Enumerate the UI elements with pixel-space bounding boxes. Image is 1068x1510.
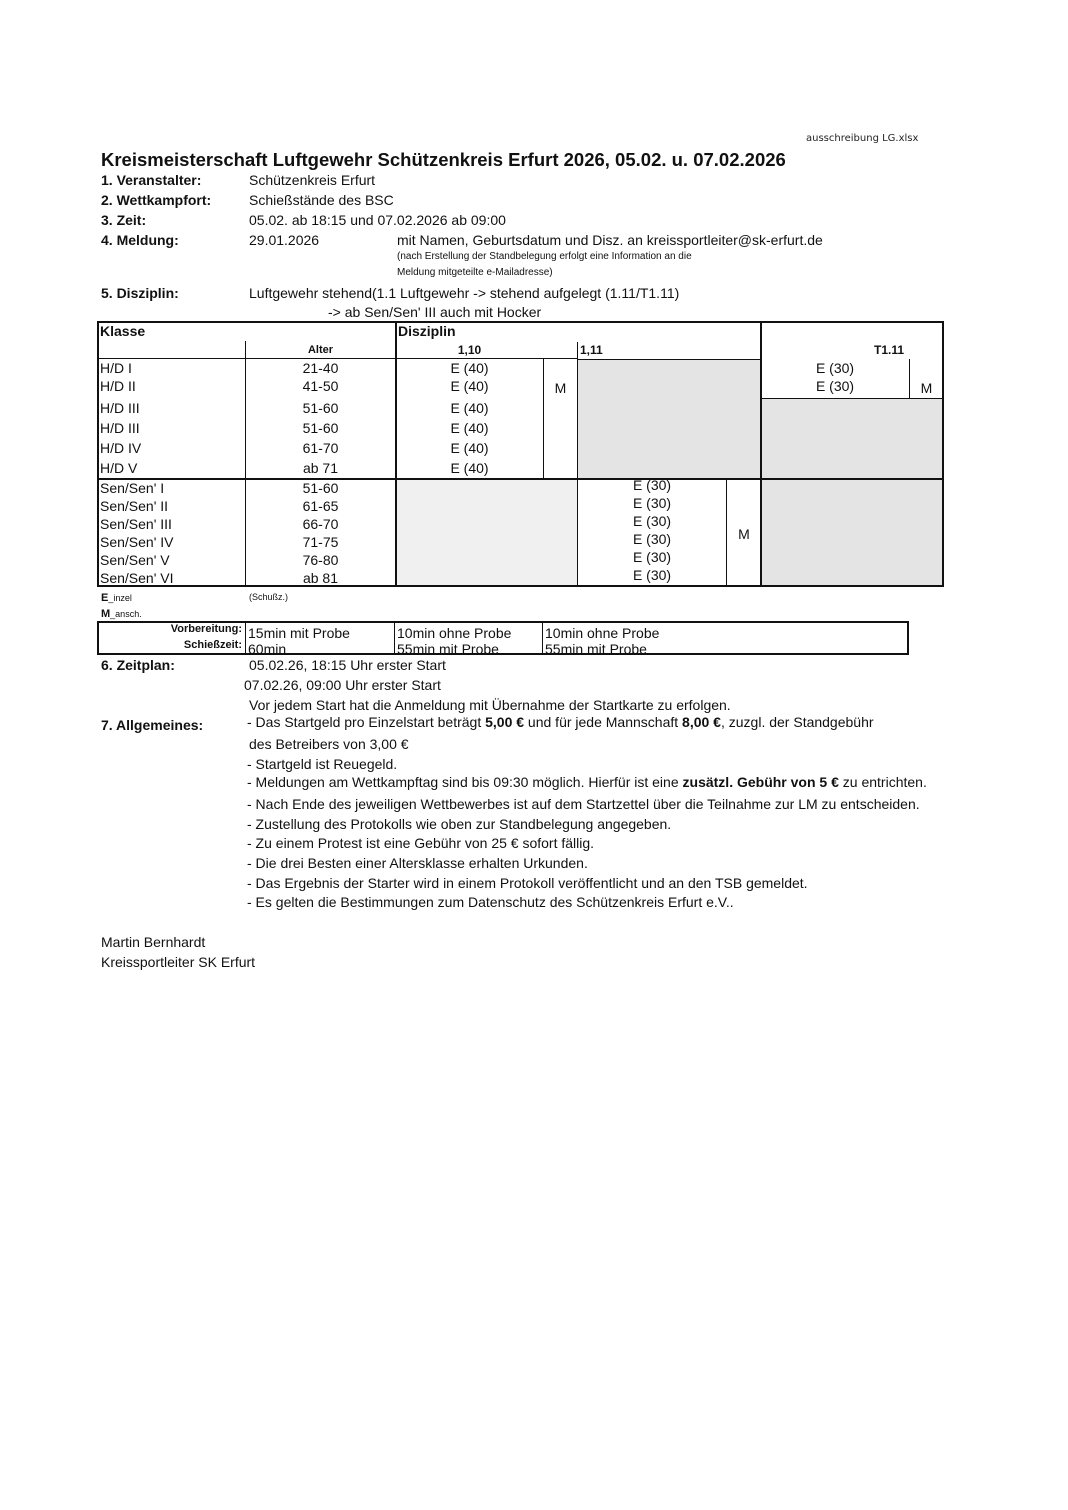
fee-text-3: , zuzgl. der Standgebühr [720,714,874,730]
meldung-note-2: Meldung mitgeteilte e-Mailadresse) [397,267,553,278]
veranstalter-value: Schützenkreis Erfurt [249,172,376,188]
zeit-label: 3. Zeit: [101,212,147,228]
zeitplan-line: 07.02.26, 09:00 Uhr erster Start [244,677,441,693]
sen-klasse: Sen/Sen' I [100,480,165,496]
fee-team: 8,00 € [682,714,721,730]
late-entry-line [247,774,927,790]
sen-klasse: Sen/Sen' VI [100,570,174,586]
sen-alter: 66-70 [302,516,339,532]
allgemeines-item: - Nach Ende des jeweiligen Wettbewerbes ist auf dem Startzettel über die Teilnahme zur LM zu entscheiden. [247,796,920,812]
allgemeines-item: - Zu einem Protest ist eine Gebühr von 25 € sofort fällig. [247,835,595,851]
times-border-right [907,621,909,655]
sen-e111: E (30) [632,477,672,493]
sen-e111: E (30) [632,495,672,511]
zeitplan-label: 6. Zeitplan: [101,657,175,673]
sen-klasse: Sen/Sen' V [100,552,170,568]
fee-line-2: des Betreibers von 3,00 € [249,736,409,752]
hd-e110: E (40) [450,420,489,436]
fee-text-1: - Das Startgeld pro Einzelstart beträgt [247,714,486,730]
vorbereitung-value: 15min mit Probe [248,625,350,641]
fee-text-2: und für jede Mannschaft [524,714,683,730]
times-vline-1 [245,621,246,655]
allgemeines-item: - Zustellung des Protokolls wie oben zur Standbelegung angegeben. [247,816,672,832]
table-border-left [97,321,99,587]
signature-name: Martin Bernhardt [101,934,206,950]
late-text-1: - Meldungen am Wettkampftag sind bis 09:30 möglich. Hierfür ist eine [247,774,683,790]
allgemeines-label: 7. Allgemeines: [101,717,204,733]
hd-klasse: H/D II [100,378,136,394]
sen-e111: E (30) [632,531,672,547]
disziplin-label: 5. Disziplin: [101,285,179,301]
hd-klasse: H/D IV [100,440,142,456]
hd-klasse: H/D III [100,420,140,436]
vorbereitung-value: 10min ohne Probe [397,625,512,641]
mt111-mark: M [920,380,933,396]
sen-klasse: Sen/Sen' II [100,498,169,514]
legend-e-text: _inzel [108,593,132,603]
hd-et111: E (30) [815,378,855,394]
header-111: 1,11 [580,343,603,357]
meldung-label: 4. Meldung: [101,232,179,248]
fee-single: 5,00 € [485,714,525,730]
zeit-value: 05.02. ab 18:15 und 07.02.2026 ab 09:00 [249,212,506,228]
t111-separator [761,398,943,399]
m111-mark: M [738,526,750,542]
header-separator [97,358,577,359]
hd-alter: 61-70 [302,440,339,456]
vorbereitung-value: 10min ohne Probe [545,625,660,641]
vorbereitung-label: Vorbereitung: [170,623,242,635]
table-border-bottom [97,585,944,587]
signature-role: Kreissportleiter SK Erfurt [101,954,256,970]
shade-110-sen [396,479,577,586]
hd-alter: 51-60 [302,400,339,416]
m110-mark: M [554,380,567,396]
header-t111: T1.11 [874,343,905,357]
sen-alter: 51-60 [302,480,339,496]
legend-m-letter: M [101,608,111,620]
zeitplan-line: 05.02.26, 18:15 Uhr erster Start [249,657,446,673]
late-text-2: zu entrichten. [838,774,927,790]
fee-line [247,714,874,730]
legend-schussz: (Schußz.) [249,592,289,602]
times-vline-3 [542,621,543,655]
sen-alter: 76-80 [302,552,339,568]
hd-e110: E (40) [450,360,489,376]
schiesszeit-value: 60min [248,641,287,657]
legend-mannschaft [101,604,142,622]
header-disziplin: Disziplin [398,323,456,339]
header-klasse: Klasse [100,323,146,339]
sen-klasse: Sen/Sen' IV [100,534,174,550]
allgemeines-item: - Die drei Besten einer Altersklasse erhalten Urkunden. [247,855,588,871]
sen-alter: 71-75 [302,534,339,550]
schiesszeit-label: Schießzeit: [183,639,242,651]
hd-klasse: H/D I [100,360,132,376]
sen-e111: E (30) [632,549,672,565]
group-separator [97,478,944,480]
shade-111-hd [577,359,761,479]
times-vline-2 [394,621,395,655]
sen-alter: 61-65 [302,498,339,514]
schiesszeit-value: 55min mit Probe [545,641,647,657]
schiesszeit-value: 55min mit Probe [397,641,499,657]
meldung-note-1: (nach Erstellung der Standbelegung erfolgt eine Information an die [397,251,692,262]
meldung-date: 29.01.2026 [249,232,320,248]
table-border-right [942,321,944,587]
hd-klasse: H/D V [100,460,138,476]
reuegeld-line: - Startgeld ist Reuegeld. [247,756,398,772]
document-title: Kreismeisterschaft Luftgewehr Schützenkreis Erfurt 2026, 05.02. u. 07.02.2026 [101,149,786,170]
hd-alter: ab 71 [302,460,339,476]
hd-et111: E (30) [815,360,855,376]
late-fee: zusätzl. Gebühr von 5 € [682,774,839,790]
hd-alter: 51-60 [302,420,339,436]
sen-alter: ab 81 [302,570,339,586]
hd-e110: E (40) [450,400,489,416]
disziplin-line-1: Luftgewehr stehend(1.1 Luftgewehr -> stehend aufgelegt (1.11/T1.11) [249,285,680,301]
allgemeines-item: - Das Ergebnis der Starter wird in einem Protokoll veröffentlicht und an den TSB gemeldet. [247,875,808,891]
hd-e110: E (40) [450,378,489,394]
wettkampfort-label: 2. Wettkampfort: [101,192,212,208]
allgemeines-item: - Es gelten die Bestimmungen zum Datenschutz des Schützenkreis Erfurt e.V.. [247,894,734,910]
disziplin-line-2: -> ab Sen/Sen' III auch mit Hocker [328,304,542,320]
veranstalter-label: 1. Veranstalter: [101,172,202,188]
zeitplan-line: Vor jedem Start hat die Anmeldung mit Übernahme der Startkarte zu erfolgen. [249,697,731,713]
legend-m-text: _ansch. [110,609,142,619]
file-name: ausschreibung LG.xlsx [806,133,919,144]
hd-alter: 21-40 [302,360,339,376]
header-110: 1,10 [457,343,482,357]
wettkampfort-value: Schießstände des BSC [249,192,394,208]
meldung-value: mit Namen, Geburtsdatum und Disz. an kreissportleiter@sk-erfurt.de [397,232,823,248]
hd-alter: 41-50 [302,378,339,394]
header-alter: Alter [307,344,334,356]
legend-e-letter: E [101,592,109,604]
hd-e110: E (40) [450,460,489,476]
hd-klasse: H/D III [100,400,140,416]
vline-m110 [543,359,544,479]
sen-e111: E (30) [632,513,672,529]
shade-t111-sen [761,479,943,586]
times-border-bottom [97,653,909,655]
header-separator-111 [577,359,761,360]
shade-t111-hd [761,398,943,479]
sen-klasse: Sen/Sen' III [100,516,172,532]
sen-e111: E (30) [632,567,672,583]
hd-e110: E (40) [450,440,489,456]
table-border-top [97,321,944,323]
